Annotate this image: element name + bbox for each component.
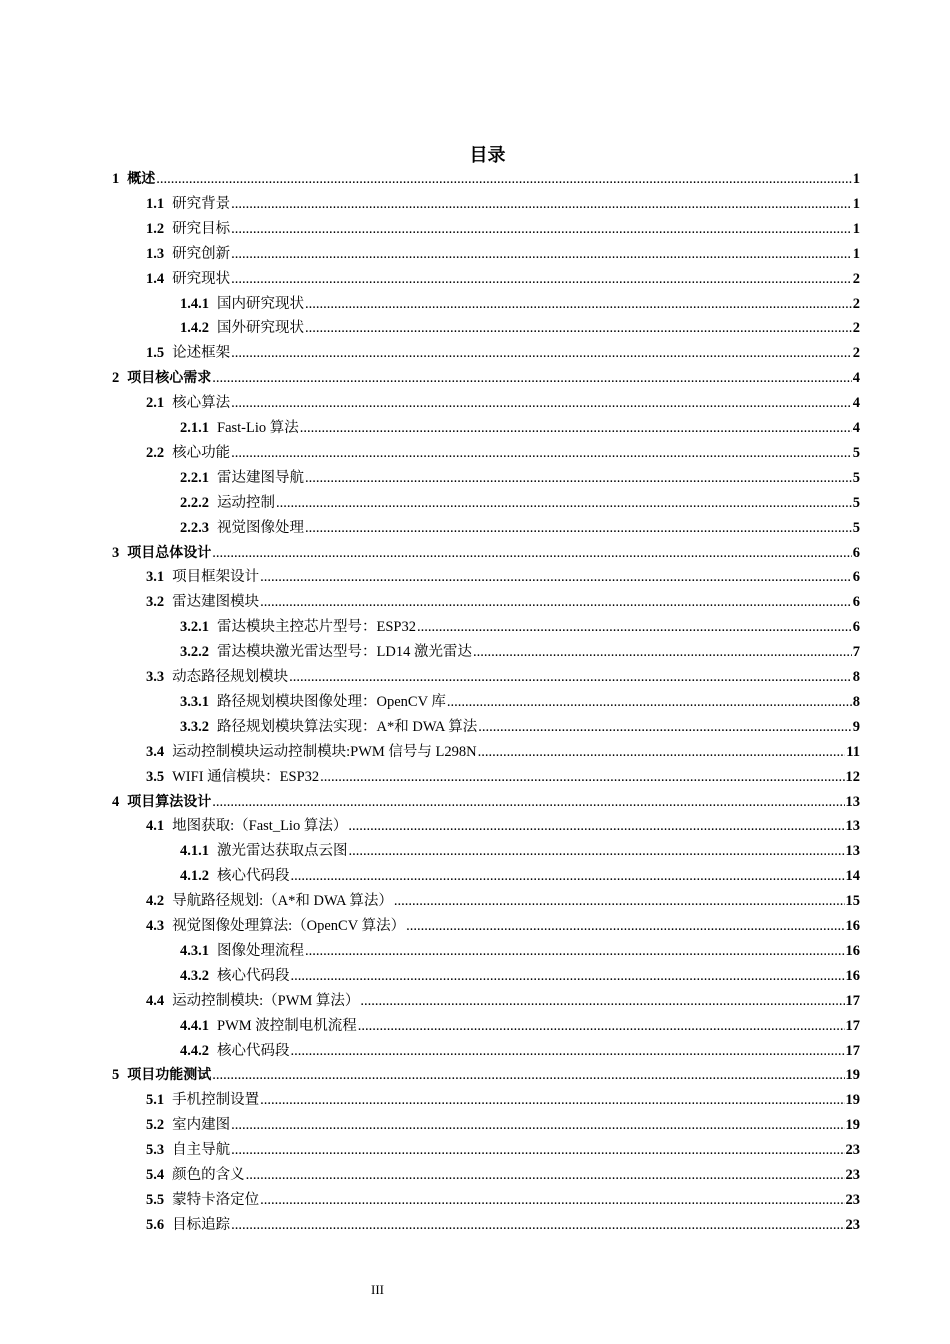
toc-entry-title: 国外研究现状 [217, 320, 304, 337]
toc-entry-page: 2 [852, 320, 860, 337]
toc-entry-title: 运动控制 [217, 494, 275, 511]
toc-entry-page: 14 [845, 868, 860, 885]
toc-entry-number: 3.3.1 [180, 693, 209, 710]
toc-entry-page: 23 [845, 1216, 860, 1233]
toc-entry[interactable] [180, 516, 860, 540]
dot-leader [231, 242, 852, 266]
dot-leader [156, 167, 852, 191]
dot-leader [289, 665, 852, 689]
toc-entry-title: 核心算法 [172, 395, 231, 412]
toc-entry-page: 1 [852, 171, 860, 187]
toc-entry-title: 核心代码段 [217, 967, 290, 984]
toc-entry-page: 2 [852, 295, 860, 312]
toc-entry-title: 图像处理流程 [217, 942, 304, 959]
toc-entry[interactable] [180, 292, 860, 316]
toc-entry-number: 4.1.2 [180, 868, 209, 885]
toc-entry-number: 1.5 [146, 345, 165, 362]
dot-leader [276, 491, 852, 515]
toc-entry-page: 5 [852, 469, 860, 486]
toc-entry[interactable] [146, 814, 860, 838]
dot-leader [473, 640, 852, 664]
toc-entry-title: PWM 波控制电机流程 [217, 1017, 357, 1034]
toc-entry-page: 19 [845, 1117, 860, 1134]
dot-leader [246, 1163, 845, 1187]
dot-leader [231, 1213, 844, 1237]
toc-entry[interactable] [180, 1039, 860, 1063]
toc-entry-title: 地图获取:（Fast_Lio 算法） [172, 818, 348, 835]
toc-entry-title: 雷达模块激光雷达型号：LD14 激光雷达 [217, 644, 472, 661]
toc-entry-number: 3.1 [146, 569, 165, 586]
toc-entry-page: 23 [845, 1191, 860, 1208]
dot-leader [231, 441, 852, 465]
toc-entry-title: 项目框架设计 [172, 569, 260, 586]
toc-entry-title: 研究目标 [172, 220, 231, 237]
toc-entry[interactable] [112, 1063, 860, 1087]
toc-entry-title: 国内研究现状 [217, 295, 304, 312]
toc-entry-title: 项目算法设计 [127, 793, 212, 810]
toc-entry[interactable] [146, 341, 860, 365]
toc-entry-title: 蒙特卡洛定位 [172, 1191, 260, 1208]
toc-entry[interactable] [180, 964, 860, 988]
toc-entry-title: 核心代码段 [217, 1042, 290, 1059]
toc-entry-number: 1.4.1 [180, 295, 209, 312]
toc-entry-page: 6 [852, 569, 860, 586]
toc-entry-number: 3.2.1 [180, 619, 209, 636]
toc-entry[interactable] [180, 839, 860, 863]
toc-entry-title: 视觉图像处理算法:（OpenCV 算法） [172, 918, 406, 934]
toc-entry-number: 3.3.2 [180, 718, 209, 735]
toc-entry-page: 13 [845, 818, 860, 835]
toc-entry-title: 研究现状 [172, 270, 231, 287]
toc-entry-page: 17 [845, 1042, 860, 1059]
toc-entry[interactable] [146, 1138, 860, 1162]
dot-leader [305, 316, 852, 340]
toc-entry[interactable] [180, 1014, 860, 1038]
toc-entry-title: 研究背景 [172, 195, 231, 212]
toc-entry[interactable] [180, 690, 860, 714]
toc-entry[interactable] [146, 1188, 860, 1212]
toc-entry[interactable] [146, 1163, 860, 1187]
toc-entry-page: 5 [852, 494, 860, 511]
toc-entry[interactable] [112, 790, 860, 814]
toc-entry-number: 5.4 [146, 1167, 165, 1183]
toc-entry-number: 4.1 [146, 818, 165, 835]
toc-entry-number: 3.4 [146, 743, 165, 760]
toc-entry-page: 11 [846, 743, 860, 760]
toc-entry-number: 5.6 [146, 1216, 165, 1233]
toc-entry-number: 5 [112, 1067, 120, 1084]
dot-leader [231, 1113, 844, 1137]
toc-entry[interactable] [146, 441, 860, 465]
dot-leader [447, 690, 852, 714]
dot-leader [291, 964, 845, 988]
toc-entry-page: 6 [852, 544, 860, 561]
toc-entry-title: 研究创新 [172, 245, 231, 262]
toc-entry-title: 手机控制设置 [172, 1092, 260, 1109]
toc-entry[interactable] [180, 615, 860, 639]
toc-entry-page: 2 [852, 270, 860, 287]
toc-entry-number: 2 [112, 370, 120, 387]
toc-entry-title: 运动控制模块:（PWM 算法） [172, 992, 360, 1009]
toc-entry[interactable] [146, 217, 860, 241]
dot-leader [305, 292, 852, 316]
toc-entry-title: 目标追踪 [172, 1216, 231, 1233]
toc-entry-page: 19 [845, 1067, 860, 1084]
toc-entry-title: 室内建图 [172, 1117, 231, 1134]
dot-leader [478, 715, 852, 739]
dot-leader [231, 192, 852, 216]
toc-entry[interactable] [112, 167, 860, 191]
toc-entry[interactable] [180, 416, 860, 440]
toc-entry-title: 运动控制模块运动控制模块:PWM 信号与 L298N [172, 743, 477, 760]
toc-entry-title: 项目功能测试 [127, 1067, 212, 1084]
toc-entry-number: 1.4.2 [180, 320, 209, 337]
dot-leader [348, 814, 844, 838]
dot-leader [406, 914, 844, 938]
toc-entry-number: 4.4.1 [180, 1017, 209, 1034]
dot-leader [212, 366, 852, 390]
toc-entry-page: 23 [845, 1167, 860, 1183]
dot-leader [478, 740, 846, 764]
toc-entry-number: 3 [112, 544, 120, 561]
toc-entry-page: 6 [852, 619, 860, 636]
toc-entry-page: 4 [852, 370, 860, 387]
toc-entry-page: 16 [845, 942, 860, 959]
toc-entry[interactable] [180, 939, 860, 963]
toc-entry[interactable] [146, 914, 860, 938]
dot-leader [260, 565, 852, 589]
toc-entry[interactable] [146, 565, 860, 589]
toc-entry-page: 4 [852, 395, 860, 412]
toc-entry-title: 核心功能 [172, 444, 231, 461]
toc-entry-number: 2.2.1 [180, 469, 209, 486]
dot-leader [260, 1188, 844, 1212]
dot-leader [260, 590, 852, 614]
toc-entry-title: 路径规划模块算法实现：A*和 DWA 算法 [217, 718, 478, 735]
toc-entry-page: 4 [852, 420, 860, 436]
toc-entry[interactable] [146, 1213, 860, 1237]
toc-entry-number: 2.1.1 [180, 420, 209, 436]
toc-entry-page: 8 [852, 693, 860, 710]
toc-entry[interactable] [180, 491, 860, 515]
toc-entry-page: 17 [845, 1017, 860, 1034]
toc-entry-number: 2.2.2 [180, 494, 209, 511]
toc-entry[interactable] [112, 541, 860, 565]
toc-entry[interactable] [146, 889, 860, 913]
dot-leader [212, 541, 852, 565]
dot-leader [394, 889, 845, 913]
toc-entry-number: 2.2 [146, 444, 165, 461]
toc-entry-title: 激光雷达获取点云图 [217, 843, 348, 860]
toc-entry-number: 1.1 [146, 195, 165, 212]
toc-entry-page: 15 [845, 893, 860, 910]
toc-entry-title: 颜色的含义 [172, 1167, 245, 1183]
toc-entry[interactable] [146, 1088, 860, 1112]
dot-leader [305, 516, 852, 540]
toc-entry[interactable] [146, 989, 860, 1013]
toc-entry-page: 23 [845, 1142, 860, 1159]
toc-entry-page: 5 [852, 519, 860, 536]
toc-entry[interactable] [146, 192, 860, 216]
toc-entry-number: 5.3 [146, 1142, 165, 1159]
dot-leader [212, 790, 844, 814]
toc-entry-title: 论述框架 [172, 345, 231, 362]
toc-entry-number: 5.1 [146, 1092, 165, 1109]
toc-entry-title: 核心代码段 [217, 868, 290, 885]
dot-leader [231, 267, 852, 291]
toc-entry-page: 1 [852, 245, 860, 262]
toc-entry-number: 2.2.3 [180, 519, 209, 536]
toc-entry[interactable] [146, 740, 860, 764]
toc-entry-title: 项目核心需求 [127, 370, 212, 387]
toc-entry-page: 17 [845, 992, 860, 1009]
toc-entry-number: 5.5 [146, 1191, 165, 1208]
toc-entry[interactable] [146, 590, 860, 614]
toc-entry-number: 4.4.2 [180, 1042, 209, 1059]
dot-leader [360, 989, 844, 1013]
dot-leader [260, 1088, 844, 1112]
dot-leader [231, 217, 852, 241]
toc-entry-page: 12 [845, 768, 860, 785]
toc-entry-page: 16 [845, 967, 860, 984]
toc-entry-page: 6 [852, 594, 860, 611]
toc-entry-number: 1 [112, 171, 120, 187]
dot-leader [291, 1039, 845, 1063]
toc-entry-title: WIFI 通信模块：ESP32 [172, 768, 320, 785]
page-number: III [371, 1282, 384, 1297]
toc-entry-title: 动态路径规划模块 [172, 669, 289, 685]
toc-entry-page: 13 [845, 793, 860, 810]
dot-leader [305, 939, 845, 963]
dot-leader [305, 466, 852, 490]
toc-entry-page: 16 [845, 918, 860, 934]
toc-entry-number: 2.1 [146, 395, 165, 412]
toc-entry-number: 4.3.1 [180, 942, 209, 959]
dot-leader [417, 615, 852, 639]
toc-entry-number: 1.3 [146, 245, 165, 262]
dot-leader [300, 416, 852, 440]
toc-entry[interactable] [146, 765, 860, 789]
dot-leader [320, 765, 844, 789]
toc-entry-number: 4.1.1 [180, 843, 209, 860]
toc-entry[interactable] [146, 391, 860, 415]
toc-entry-number: 4.4 [146, 992, 165, 1009]
toc-entry-page: 8 [852, 669, 860, 685]
toc-entry[interactable] [146, 267, 860, 291]
dot-leader [231, 391, 852, 415]
toc-entry-page: 9 [852, 718, 860, 735]
toc-entry-number: 4.3.2 [180, 967, 209, 984]
toc-entry-title: 雷达建图模块 [172, 594, 260, 611]
toc-entry[interactable] [180, 864, 860, 888]
toc-entry-title: 导航路径规划:（A*和 DWA 算法） [172, 893, 393, 910]
toc-entry-page: 1 [852, 220, 860, 237]
toc-entry[interactable] [146, 665, 860, 689]
dot-leader [212, 1063, 844, 1087]
toc-entry-number: 3.5 [146, 768, 165, 785]
toc-entry-number: 3.3 [146, 669, 165, 685]
toc-entry[interactable] [180, 466, 860, 490]
toc-entry[interactable] [146, 1113, 860, 1137]
toc-title: 目录 [469, 145, 506, 165]
toc-entry-page: 2 [852, 345, 860, 362]
toc-entry-title: Fast-Lio 算法 [217, 420, 299, 436]
toc-entry-title: 视觉图像处理 [217, 519, 304, 536]
toc-entry-title: 雷达模块主控芯片型号：ESP32 [217, 619, 416, 636]
toc-entry[interactable] [146, 242, 860, 266]
toc-entry-number: 3.2.2 [180, 644, 209, 661]
toc-entry[interactable] [180, 316, 860, 340]
dot-leader [231, 1138, 844, 1162]
toc-entry-number: 3.2 [146, 594, 165, 611]
toc-entry-title: 雷达建图导航 [217, 469, 304, 486]
toc-entry-page: 1 [852, 195, 860, 212]
toc-entry-page: 7 [852, 644, 860, 661]
dot-leader [231, 341, 852, 365]
toc-entry-number: 4 [112, 793, 120, 810]
toc-entry[interactable] [180, 715, 860, 739]
toc-entry-number: 5.2 [146, 1117, 165, 1134]
dot-leader [291, 864, 845, 888]
toc-entry-page: 5 [852, 444, 860, 461]
toc-entry-title: 路径规划模块图像处理：OpenCV 库 [217, 693, 446, 710]
toc-entry-page: 13 [845, 843, 860, 860]
toc-entry-title: 自主导航 [172, 1142, 231, 1159]
toc-entry-number: 1.2 [146, 220, 165, 237]
toc-entry-number: 1.4 [146, 270, 165, 287]
dot-leader [349, 839, 845, 863]
dot-leader [358, 1014, 845, 1038]
toc-entry[interactable] [112, 366, 860, 390]
toc-entry[interactable] [180, 640, 860, 664]
toc-entry-number: 4.3 [146, 918, 165, 934]
toc-entry-title: 概述 [127, 171, 156, 187]
toc-entry-page: 19 [845, 1092, 860, 1109]
toc-entry-number: 4.2 [146, 893, 165, 910]
toc-entry-title: 项目总体设计 [127, 544, 212, 561]
